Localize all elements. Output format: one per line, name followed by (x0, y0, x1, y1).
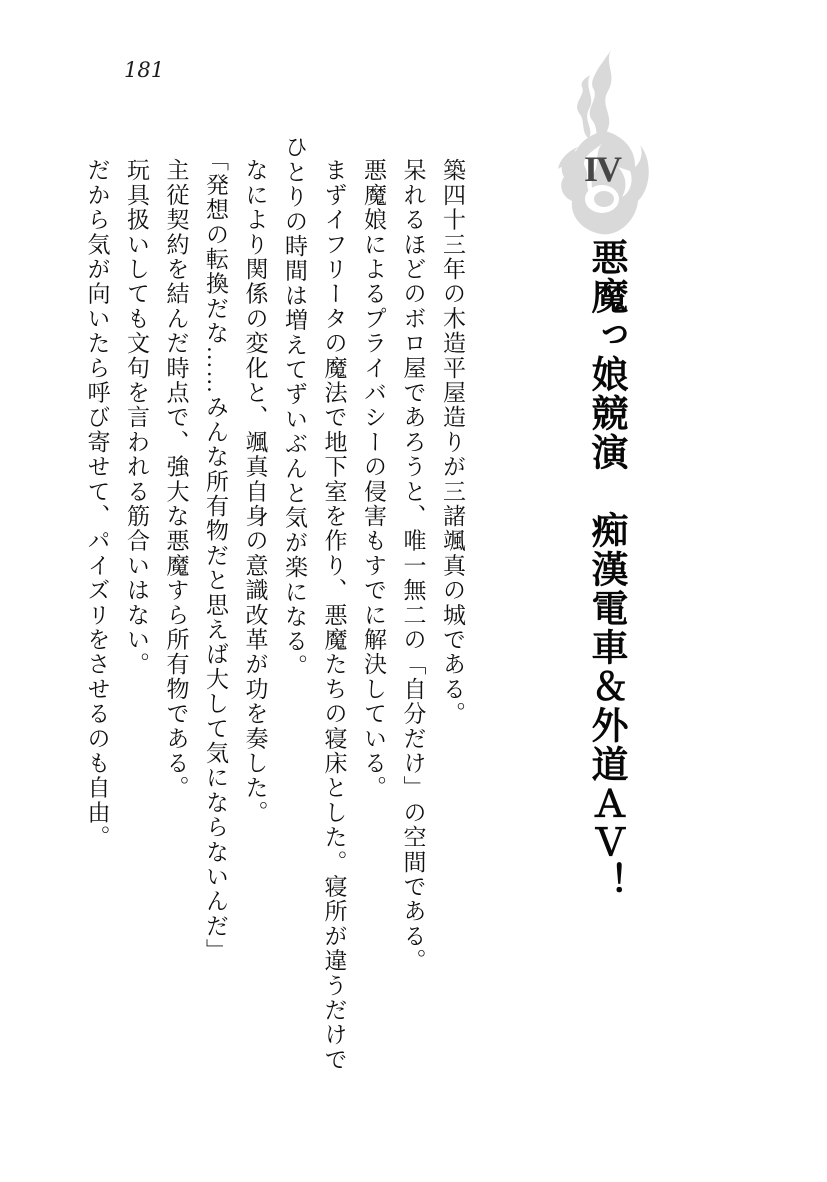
paragraph: 主従契約を結んだ時点で、強大な悪魔すら所有物である。 (163, 158, 189, 801)
paragraph-quote: 「発想の転換だな……みんな所有物だと思えば大して気にならないんだ」 (203, 147, 228, 963)
paragraph: だから気が向いたら呼び寄せて、パイズリをさせるのも自由。 (84, 158, 110, 850)
paragraph: まずイフリータの魔法で地下室を作り、悪魔たちの寝床とした。寝所が違うだけでひとりの時間は増えてずいぶんと気が楽になる。 (282, 135, 347, 1072)
paragraph: 築四十三年の木造平屋造りが三諸颯真の城である。 (440, 158, 465, 727)
body-text (72, 135, 472, 1080)
paragraph: 呆れるほどのボロ屋であろうと、唯一無二の「自分だけ」の空間である。 (400, 158, 426, 974)
paragraph: 悪魔娘によるプライバシーの侵害もすでに解決している。 (361, 158, 386, 801)
paragraph: なにより関係の変化と、颯真自身の意識改革が功を奏した。 (242, 158, 268, 825)
flame-ornament-icon (556, 46, 652, 248)
page-number: 181 (124, 58, 165, 82)
chapter-numeral: IV (584, 149, 621, 189)
paragraph: 玩具扱いしても文句を言われる筋合いはない。 (124, 158, 149, 677)
chapter-title: 悪魔っ娘競演 痴漢電車＆外道ＡＶ！ (585, 238, 628, 901)
